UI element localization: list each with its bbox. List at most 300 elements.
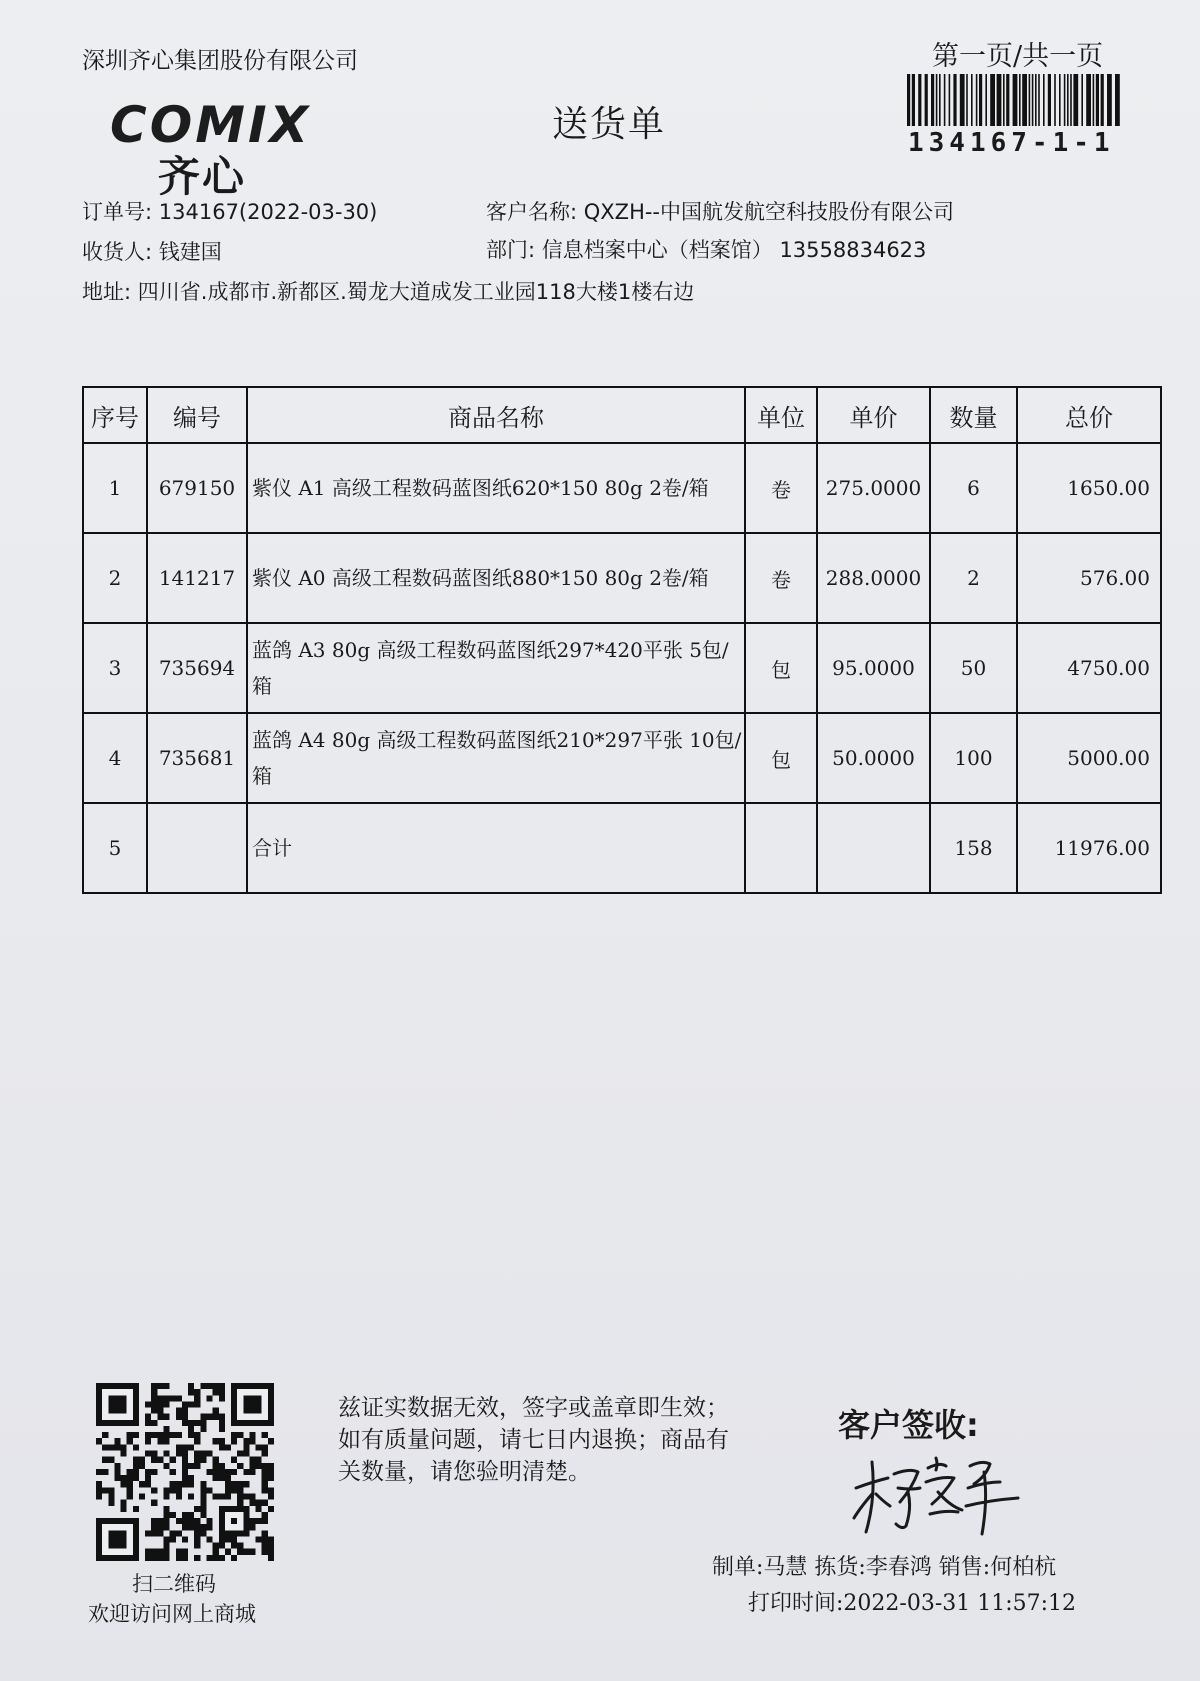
qr-module: [108, 1493, 114, 1499]
qr-module: [219, 1420, 225, 1426]
qr-module: [96, 1469, 102, 1475]
qr-module: [200, 1451, 206, 1457]
qr-module: [231, 1487, 237, 1493]
qr-module: [225, 1469, 231, 1475]
qr-module: [145, 1414, 151, 1420]
barcode-bar: [949, 74, 951, 126]
qr-module: [262, 1469, 268, 1475]
qr-module: [157, 1524, 163, 1530]
qr-module: [206, 1536, 212, 1542]
qr-module: [182, 1518, 188, 1524]
qr-module: [213, 1469, 219, 1475]
qr-module: [151, 1530, 157, 1536]
col-header-code: 编号: [147, 387, 247, 443]
barcode-bar: [931, 74, 934, 126]
qr-module: [182, 1408, 188, 1414]
qr-module: [188, 1475, 194, 1481]
qr-module: [262, 1432, 268, 1438]
qr-module: [188, 1481, 194, 1487]
qr-module: [231, 1555, 237, 1561]
qr-module: [206, 1451, 212, 1457]
barcode-bar: [1107, 74, 1112, 126]
qr-module: [176, 1451, 182, 1457]
barcode-bar: [907, 74, 910, 126]
qr-module: [176, 1432, 182, 1438]
cell-unit: 包: [745, 623, 817, 713]
cell-product: 紫仪 A1 高级工程数码蓝图纸620*150 80g 2卷/箱: [247, 443, 745, 533]
receiver-line: [82, 236, 222, 266]
qr-module: [145, 1438, 151, 1444]
qr-module: [213, 1438, 219, 1444]
cell-index: 5: [83, 803, 147, 893]
col-header-index: 序号: [83, 387, 147, 443]
barcode-bar: [1013, 74, 1018, 126]
qr-module: [176, 1530, 182, 1536]
qr-module: [102, 1444, 108, 1450]
qr-module: [133, 1469, 139, 1475]
qr-module: [200, 1493, 206, 1499]
qr-module: [237, 1493, 243, 1499]
qr-module: [151, 1383, 157, 1389]
qr-module: [188, 1426, 194, 1432]
barcode-bar: [1032, 74, 1034, 126]
qr-module: [145, 1549, 151, 1555]
qr-module: [213, 1493, 219, 1499]
qr-module: [121, 1500, 127, 1506]
qr-module: [164, 1506, 170, 1512]
qr-module: [108, 1457, 114, 1463]
qr-module: [182, 1481, 188, 1487]
col-header-product: 商品名称: [247, 387, 745, 443]
qr-module: [188, 1463, 194, 1469]
qr-module: [157, 1383, 163, 1389]
qr-module: [176, 1549, 182, 1555]
qr-module: [170, 1530, 176, 1536]
qr-module: [231, 1518, 237, 1524]
qr-module: [200, 1426, 206, 1432]
qr-module: [182, 1524, 188, 1530]
qr-module: [151, 1451, 157, 1457]
qr-module: [243, 1438, 249, 1444]
barcode-bar: [1101, 74, 1104, 126]
barcode-bar: [1115, 74, 1120, 126]
qr-module: [108, 1500, 114, 1506]
qr-module: [145, 1469, 151, 1475]
qr-module: [237, 1451, 243, 1457]
cell-unit-price: [817, 803, 930, 893]
qr-module: [243, 1481, 249, 1487]
qr-module: [176, 1444, 182, 1450]
barcode-bar: [966, 74, 968, 126]
qr-module: [194, 1457, 200, 1463]
qr-module: [164, 1543, 170, 1549]
qr-module: [206, 1395, 212, 1401]
qr-module: [200, 1506, 206, 1512]
validity-notice: 兹证实数据无效，签字或盖章即生效；如有质量问题，请七日内退换；商品有关数量，请您验明清楚。: [338, 1395, 729, 1485]
qr-module: [213, 1549, 219, 1555]
barcode-bar: [1043, 74, 1045, 126]
qr-module: [157, 1549, 163, 1555]
qr-module: [182, 1555, 188, 1561]
barcode-bar: [944, 74, 946, 126]
qr-module: [182, 1512, 188, 1518]
company-name: 深圳齐心集团股份有限公司: [82, 48, 358, 74]
qr-module: [219, 1469, 225, 1475]
qr-module: [127, 1469, 133, 1475]
qr-module: [157, 1457, 163, 1463]
cell-unit-price: 95.0000: [817, 623, 930, 713]
qr-module: [176, 1395, 182, 1401]
qr-module: [188, 1524, 194, 1530]
qr-module: [219, 1463, 225, 1469]
cell-unit-price: 275.0000: [817, 443, 930, 533]
qr-module: [194, 1543, 200, 1549]
qr-module: [268, 1555, 274, 1561]
qr-module: [139, 1457, 145, 1463]
qr-module: [194, 1555, 200, 1561]
qr-module: [151, 1408, 157, 1414]
qr-module: [213, 1408, 219, 1414]
qr-module: [225, 1487, 231, 1493]
qr-module: [249, 1432, 255, 1438]
qr-module: [164, 1518, 170, 1524]
qr-module: [200, 1414, 206, 1420]
qr-module: [151, 1469, 157, 1475]
barcode-bar: [1038, 74, 1040, 126]
qr-module: [102, 1487, 108, 1493]
qr-module: [102, 1432, 108, 1438]
qr-module: [164, 1524, 170, 1530]
qr-module: [170, 1512, 176, 1518]
qr-module: [219, 1543, 225, 1549]
qr-module: [127, 1481, 133, 1487]
staff-info: 制单:马慧 拣货:李春鸿 销售:何柏杭: [712, 1555, 1057, 1580]
qr-module: [231, 1469, 237, 1475]
qr-module: [188, 1444, 194, 1450]
qr-module: [157, 1408, 163, 1414]
qr-module: [102, 1457, 108, 1463]
cell-quantity: 50: [930, 623, 1017, 713]
barcode-bar: [925, 74, 928, 126]
qr-module: [194, 1536, 200, 1542]
qr-module: [256, 1444, 262, 1450]
qr-module: [157, 1414, 163, 1420]
qr-module: [237, 1463, 243, 1469]
qr-module: [237, 1487, 243, 1493]
qr-code: [96, 1383, 274, 1561]
barcode: [906, 74, 1124, 126]
qr-module: [108, 1530, 126, 1548]
qr-module: [219, 1426, 225, 1432]
qr-module: [145, 1555, 151, 1561]
barcode-bar: [1022, 74, 1027, 126]
qr-module: [249, 1549, 255, 1555]
qr-module: [231, 1481, 237, 1487]
qr-module: [194, 1518, 200, 1524]
qr-module: [176, 1481, 182, 1487]
qr-module: [182, 1469, 188, 1475]
qr-module: [133, 1444, 139, 1450]
print-time: 打印时间:2022-03-31 11:57:12: [748, 1591, 1077, 1616]
qr-module: [200, 1530, 206, 1536]
qr-module: [200, 1481, 206, 1487]
qr-module: [127, 1475, 133, 1481]
barcode-bar: [990, 74, 995, 126]
qr-module: [114, 1475, 120, 1481]
qr-module: [256, 1518, 262, 1524]
barcode-bar: [976, 74, 978, 126]
barcode-bar: [1070, 74, 1072, 126]
barcode-bar: [1067, 74, 1069, 126]
table-header-row: [83, 387, 1161, 443]
qr-module: [206, 1518, 212, 1524]
cell-quantity: 100: [930, 713, 1017, 803]
qr-module: [262, 1518, 268, 1524]
qr-module: [164, 1536, 170, 1542]
cell-quantity: 2: [930, 533, 1017, 623]
qr-module: [219, 1395, 225, 1401]
qr-caption-scan: 扫二维码: [132, 1572, 216, 1596]
logo-wordmark: COMIX: [110, 96, 312, 152]
qr-module: [139, 1481, 145, 1487]
qr-module: [133, 1475, 139, 1481]
cell-total-quantity: 158: [930, 803, 1017, 893]
cell-index: 3: [83, 623, 147, 713]
qr-module: [164, 1414, 170, 1420]
col-header-unit-price: 单价: [817, 387, 930, 443]
qr-module: [262, 1475, 268, 1481]
cell-total: 1650.00: [1017, 443, 1161, 533]
receiver-name: 钱建国: [158, 240, 222, 264]
barcode-bar: [953, 74, 956, 126]
order-number: 134167(2022-03-30): [158, 200, 378, 224]
qr-module: [108, 1487, 114, 1493]
barcode-bar: [997, 74, 1002, 126]
qr-module: [188, 1401, 194, 1407]
qr-module: [243, 1444, 249, 1450]
qr-module: [139, 1493, 145, 1499]
qr-module: [164, 1395, 170, 1401]
qr-module: [176, 1487, 182, 1493]
cell-grand-total: 11976.00: [1017, 803, 1161, 893]
qr-module: [127, 1438, 133, 1444]
cell-unit: 包: [745, 713, 817, 803]
qr-module: [157, 1555, 163, 1561]
qr-module: [256, 1506, 262, 1512]
qr-module: [151, 1401, 157, 1407]
qr-module: [164, 1512, 170, 1518]
qr-module: [176, 1408, 182, 1414]
qr-module: [170, 1395, 176, 1401]
qr-module: [268, 1543, 274, 1549]
qr-module: [219, 1414, 225, 1420]
customer-name: QXZH--中国航发航空科技股份有限公司: [583, 200, 955, 224]
qr-module: [133, 1463, 139, 1469]
qr-module: [268, 1506, 274, 1512]
cell-unit-price: 288.0000: [817, 533, 930, 623]
qr-module: [164, 1426, 170, 1432]
qr-module: [237, 1543, 243, 1549]
barcode-bar: [1054, 74, 1056, 126]
qr-module: [170, 1469, 176, 1475]
qr-module: [213, 1414, 219, 1420]
barcode-bar: [1035, 74, 1037, 126]
qr-module: [170, 1481, 176, 1487]
qr-module: [206, 1487, 212, 1493]
qr-module: [102, 1469, 108, 1475]
qr-module: [231, 1543, 237, 1549]
qr-module: [262, 1463, 268, 1469]
qr-module: [182, 1451, 188, 1457]
barcode-bar: [1064, 74, 1066, 126]
qr-module: [151, 1524, 157, 1530]
barcode-bar: [1093, 74, 1095, 126]
qr-module: [200, 1487, 206, 1493]
qr-module: [200, 1512, 206, 1518]
qr-module: [243, 1493, 249, 1499]
col-header-quantity: 数量: [930, 387, 1017, 443]
cell-total-label: 合计: [247, 803, 745, 893]
cell-index: 2: [83, 533, 147, 623]
department-label: 部门:: [486, 238, 536, 262]
qr-module: [108, 1395, 126, 1413]
qr-module: [151, 1389, 157, 1395]
qr-module: [176, 1555, 182, 1561]
qr-module: [145, 1401, 151, 1407]
address-label: 地址:: [82, 280, 132, 304]
address-line: [82, 276, 694, 306]
barcode-bar: [1006, 74, 1009, 126]
qr-module: [219, 1389, 225, 1395]
qr-module: [268, 1493, 274, 1499]
qr-module: [213, 1383, 219, 1389]
qr-module: [133, 1506, 139, 1512]
qr-module: [268, 1469, 274, 1475]
qr-module: [268, 1475, 274, 1481]
qr-module: [182, 1463, 188, 1469]
qr-module: [219, 1555, 225, 1561]
barcode-bar: [985, 74, 987, 126]
page-indicator: 第一页/共一页: [932, 41, 1104, 72]
qr-module: [249, 1493, 255, 1499]
qr-module: [213, 1457, 219, 1463]
receiver-label: 收货人:: [82, 240, 153, 264]
qr-module: [121, 1481, 127, 1487]
qr-module: [262, 1543, 268, 1549]
cell-total: 5000.00: [1017, 713, 1161, 803]
qr-module: [151, 1420, 157, 1426]
qr-module: [194, 1438, 200, 1444]
barcode-bar: [1081, 74, 1083, 126]
qr-module: [164, 1432, 170, 1438]
qr-module: [206, 1383, 212, 1389]
qr-module: [133, 1432, 139, 1438]
qr-module: [268, 1536, 274, 1542]
qr-module: [164, 1401, 170, 1407]
qr-module: [249, 1524, 255, 1530]
qr-caption-mall: 欢迎访问网上商城: [88, 1602, 256, 1626]
qr-module: [176, 1414, 182, 1420]
qr-module: [249, 1469, 255, 1475]
qr-module: [151, 1432, 157, 1438]
qr-module: [164, 1383, 170, 1389]
qr-module: [243, 1549, 249, 1555]
qr-module: [262, 1481, 268, 1487]
customer-label: 客户名称:: [486, 200, 578, 224]
qr-module: [243, 1469, 249, 1475]
qr-module: [182, 1414, 188, 1420]
qr-module: [225, 1475, 231, 1481]
qr-module: [256, 1457, 262, 1463]
qr-module: [256, 1536, 262, 1542]
items-table: [82, 386, 1162, 894]
qr-module: [121, 1451, 127, 1457]
qr-module: [145, 1475, 151, 1481]
qr-module: [188, 1512, 194, 1518]
qr-module: [200, 1500, 206, 1506]
department-line: [486, 234, 926, 264]
col-header-total: 总价: [1017, 387, 1161, 443]
qr-module: [231, 1536, 237, 1542]
qr-module: [262, 1530, 268, 1536]
table-total-row: [83, 803, 1161, 893]
table-row: [83, 443, 1161, 533]
qr-module: [188, 1518, 194, 1524]
qr-module: [262, 1536, 268, 1542]
qr-module: [200, 1457, 206, 1463]
qr-module: [219, 1536, 225, 1542]
qr-module: [200, 1420, 206, 1426]
qr-module: [151, 1395, 157, 1401]
cell-index: 1: [83, 443, 147, 533]
qr-module: [194, 1401, 200, 1407]
cell-unit: 卷: [745, 443, 817, 533]
qr-module: [200, 1524, 206, 1530]
qr-module: [219, 1438, 225, 1444]
barcode-bar: [1086, 74, 1091, 126]
qr-module: [213, 1463, 219, 1469]
department: 信息档案中心（档案馆） 13558834623: [541, 238, 927, 262]
qr-module: [164, 1451, 170, 1457]
qr-module: [225, 1549, 231, 1555]
qr-module: [157, 1395, 163, 1401]
qr-module: [231, 1438, 237, 1444]
cell-index: 4: [83, 713, 147, 803]
qr-module: [121, 1475, 127, 1481]
qr-module: [237, 1481, 243, 1487]
qr-module: [114, 1463, 120, 1469]
qr-module: [206, 1414, 212, 1420]
cell-product: 蓝鸽 A3 80g 高级工程数码蓝图纸297*420平张 5包/箱: [247, 623, 745, 713]
table-row: [83, 533, 1161, 623]
qr-module: [194, 1395, 200, 1401]
qr-module: [145, 1432, 151, 1438]
cell-code: 141217: [147, 533, 247, 623]
qr-module: [127, 1493, 133, 1499]
qr-module: [206, 1524, 212, 1530]
qr-module: [176, 1518, 182, 1524]
qr-module: [256, 1463, 262, 1469]
qr-module: [268, 1463, 274, 1469]
cell-total: 4750.00: [1017, 623, 1161, 713]
qr-module: [219, 1444, 225, 1450]
qr-module: [145, 1481, 151, 1487]
qr-module: [194, 1524, 200, 1530]
qr-module: [164, 1493, 170, 1499]
qr-module: [121, 1444, 127, 1450]
cell-unit-price: 50.0000: [817, 713, 930, 803]
qr-module: [188, 1383, 194, 1389]
